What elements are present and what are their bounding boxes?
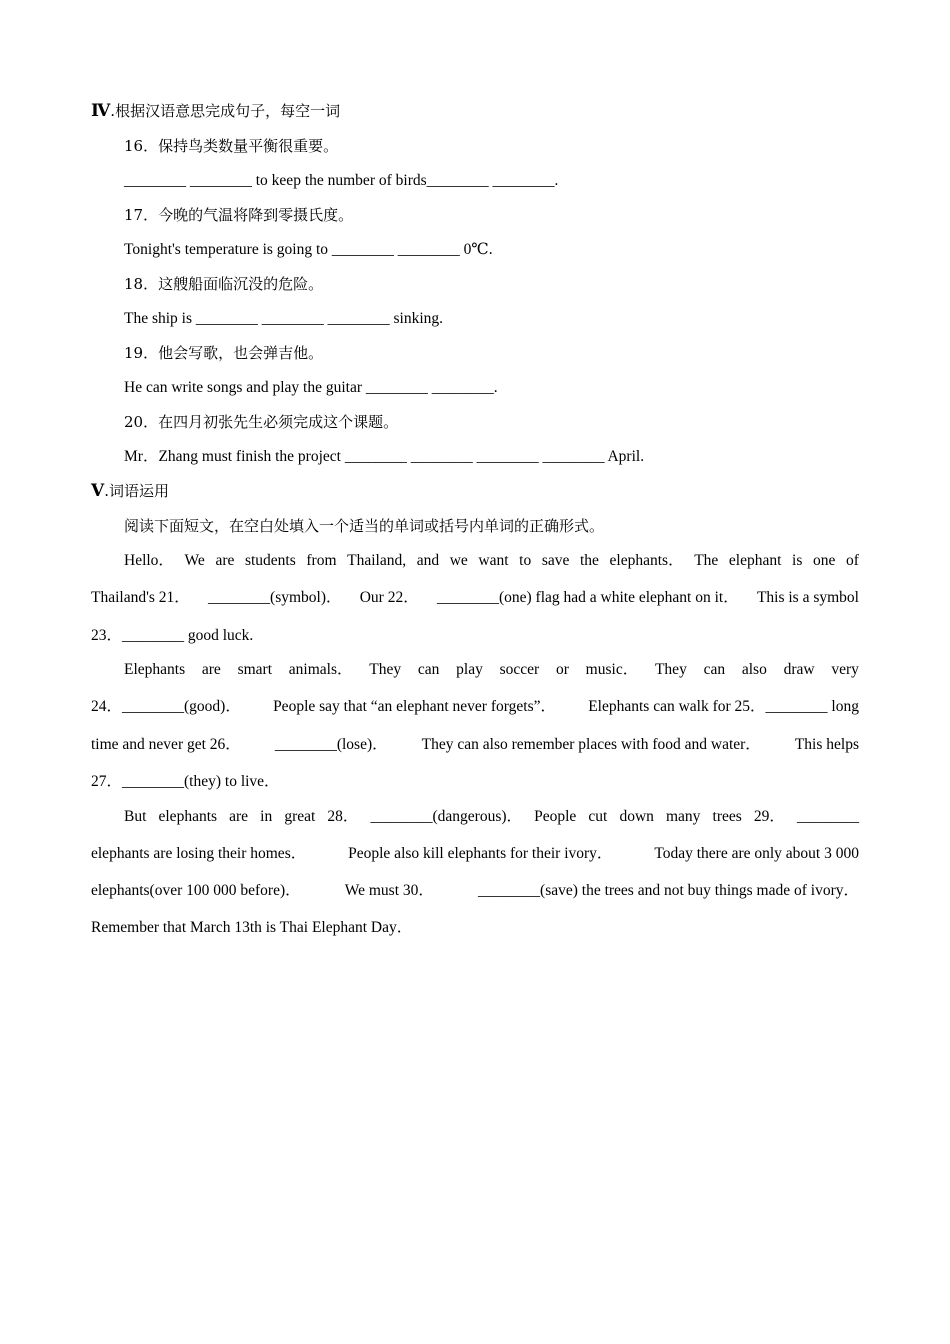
passage-segment: ________(lose)． <box>274 736 388 753</box>
question-20-chinese: 20．在四月初张先生必须完成这个课题。 <box>124 413 399 431</box>
passage-segment: we <box>449 552 468 569</box>
passage-segment: save <box>541 552 570 569</box>
section-4-header <box>91 101 340 122</box>
passage-line-3: 23．________ good luck. <box>91 627 254 644</box>
passage-segment: ________(save) the trees and not buy things made of ivory． <box>478 882 859 899</box>
passage-segment: the <box>579 552 599 569</box>
passage-segment: Today there are only about 3 000 <box>654 845 859 862</box>
passage-segment: are <box>201 661 221 678</box>
passage-segment: ________ <box>796 808 859 825</box>
passage-segment: The <box>694 552 719 569</box>
passage-segment: We must 30． <box>344 882 434 899</box>
passage-segment: Our 22． <box>359 589 419 606</box>
section-5-instruction: 阅读下面短文，在空白处填入一个适当的单词或括号内单词的正确形式。 <box>124 517 605 535</box>
passage-segment: cut <box>588 808 608 825</box>
passage-segment: 28． <box>327 808 359 825</box>
passage-segment: This is a symbol <box>756 589 859 606</box>
passage-segment: and <box>416 552 440 569</box>
passage-segment: trees <box>712 808 742 825</box>
passage-segment: want <box>478 552 509 569</box>
question-17-english: Tonight's temperature is going to ________ ________ 0℃. <box>124 241 493 258</box>
passage-segment: elephants <box>158 808 218 825</box>
passage-segment: very <box>831 661 859 678</box>
passage-segment: ________(symbol)． <box>208 589 342 606</box>
passage-segment: are <box>215 552 235 569</box>
passage-segment: But <box>124 808 147 825</box>
passage-segment: of <box>845 552 859 569</box>
passage-segment: down <box>619 808 654 825</box>
section-5-numeral: Ⅴ <box>91 481 105 500</box>
passage-segment: are <box>229 808 249 825</box>
section-4-title: .根据汉语意思完成句子，每空一词 <box>110 102 341 120</box>
passage-segment: People say that “an elephant never forgets”． <box>273 698 556 715</box>
passage-segment: This helps <box>794 736 859 753</box>
passage-segment: music． <box>585 661 639 678</box>
passage-segment: soccer <box>499 661 540 678</box>
passage-segment: can <box>703 661 726 678</box>
passage-segment: or <box>555 661 569 678</box>
passage-line-7: 27．________(they) to live． <box>91 773 280 790</box>
passage-segment: from <box>306 552 337 569</box>
section-5-header <box>91 481 169 502</box>
passage-segment: elephants are losing their homes． <box>91 845 307 862</box>
question-20-english: Mr．Zhang must finish the project ________ ________ ________ ________ April. <box>124 448 645 465</box>
passage-segment: They <box>654 661 687 678</box>
question-17-chinese: 17．今晚的气温将降到零摄氏度。 <box>124 206 354 224</box>
passage-segment: to <box>519 552 532 569</box>
passage-segment: Hello． <box>124 552 174 569</box>
question-16-english: ________ ________ to keep the number of birds________ ________. <box>124 172 559 189</box>
passage-line-8 <box>124 807 859 827</box>
question-18-chinese: 18．这艘船面临沉没的危险。 <box>124 275 324 293</box>
question-18-english: The ship is ________ ________ ________ sinking. <box>124 310 444 327</box>
passage-line-10 <box>91 881 859 901</box>
passage-segment: elephant <box>728 552 782 569</box>
passage-line-1 <box>124 551 859 571</box>
passage-segment: Thailand's 21． <box>91 589 190 606</box>
question-19-english: He can write songs and play the guitar ________ ________. <box>124 379 498 396</box>
passage-segment: is <box>792 552 803 569</box>
passage-segment: ________(one) flag had a white elephant on it． <box>436 589 739 606</box>
passage-segment: elephants(over 100 000 before)． <box>91 882 301 899</box>
passage-line-2 <box>91 588 859 608</box>
passage-line-6 <box>91 735 859 755</box>
passage-segment: one <box>812 552 836 569</box>
passage-segment: draw <box>783 661 815 678</box>
question-16-chinese: 16．保持鸟类数量平衡很重要。 <box>124 137 339 155</box>
passage-line-5 <box>91 697 859 717</box>
passage-segment: great <box>284 808 316 825</box>
passage-segment: 24．________(good)． <box>91 698 241 715</box>
passage-segment: can <box>417 661 440 678</box>
passage-line-4 <box>124 660 859 680</box>
passage-line-11: Remember that March 13th is Thai Elephant Day． <box>91 919 413 936</box>
section-4-numeral: Ⅳ <box>91 101 111 120</box>
passage-segment: ________(dangerous)． <box>370 808 523 825</box>
passage-segment: animals． <box>288 661 353 678</box>
passage-segment: 29． <box>753 808 785 825</box>
passage-segment: elephants． <box>609 552 684 569</box>
passage-segment: People also kill elephants for their ivory． <box>348 845 613 862</box>
passage-segment: Thailand, <box>347 552 407 569</box>
passage-segment: They can also remember places with food and water． <box>421 736 761 753</box>
passage-segment: in <box>260 808 273 825</box>
passage-segment: They <box>369 661 402 678</box>
passage-segment: People <box>534 808 577 825</box>
passage-line-9 <box>91 844 859 864</box>
passage-segment: play <box>456 661 483 678</box>
passage-segment: We <box>184 552 205 569</box>
passage-segment: Elephants <box>124 661 186 678</box>
section-5-title: .词语运用 <box>104 482 169 500</box>
passage-segment: also <box>741 661 767 678</box>
passage-segment: many <box>665 808 701 825</box>
passage-segment: Elephants can walk for 25．________ long <box>588 698 859 715</box>
passage-segment: smart <box>237 661 273 678</box>
question-19-chinese: 19．他会写歌，也会弹吉他。 <box>124 344 324 362</box>
passage-segment: time and never get 26． <box>91 736 241 753</box>
passage-segment: students <box>244 552 296 569</box>
